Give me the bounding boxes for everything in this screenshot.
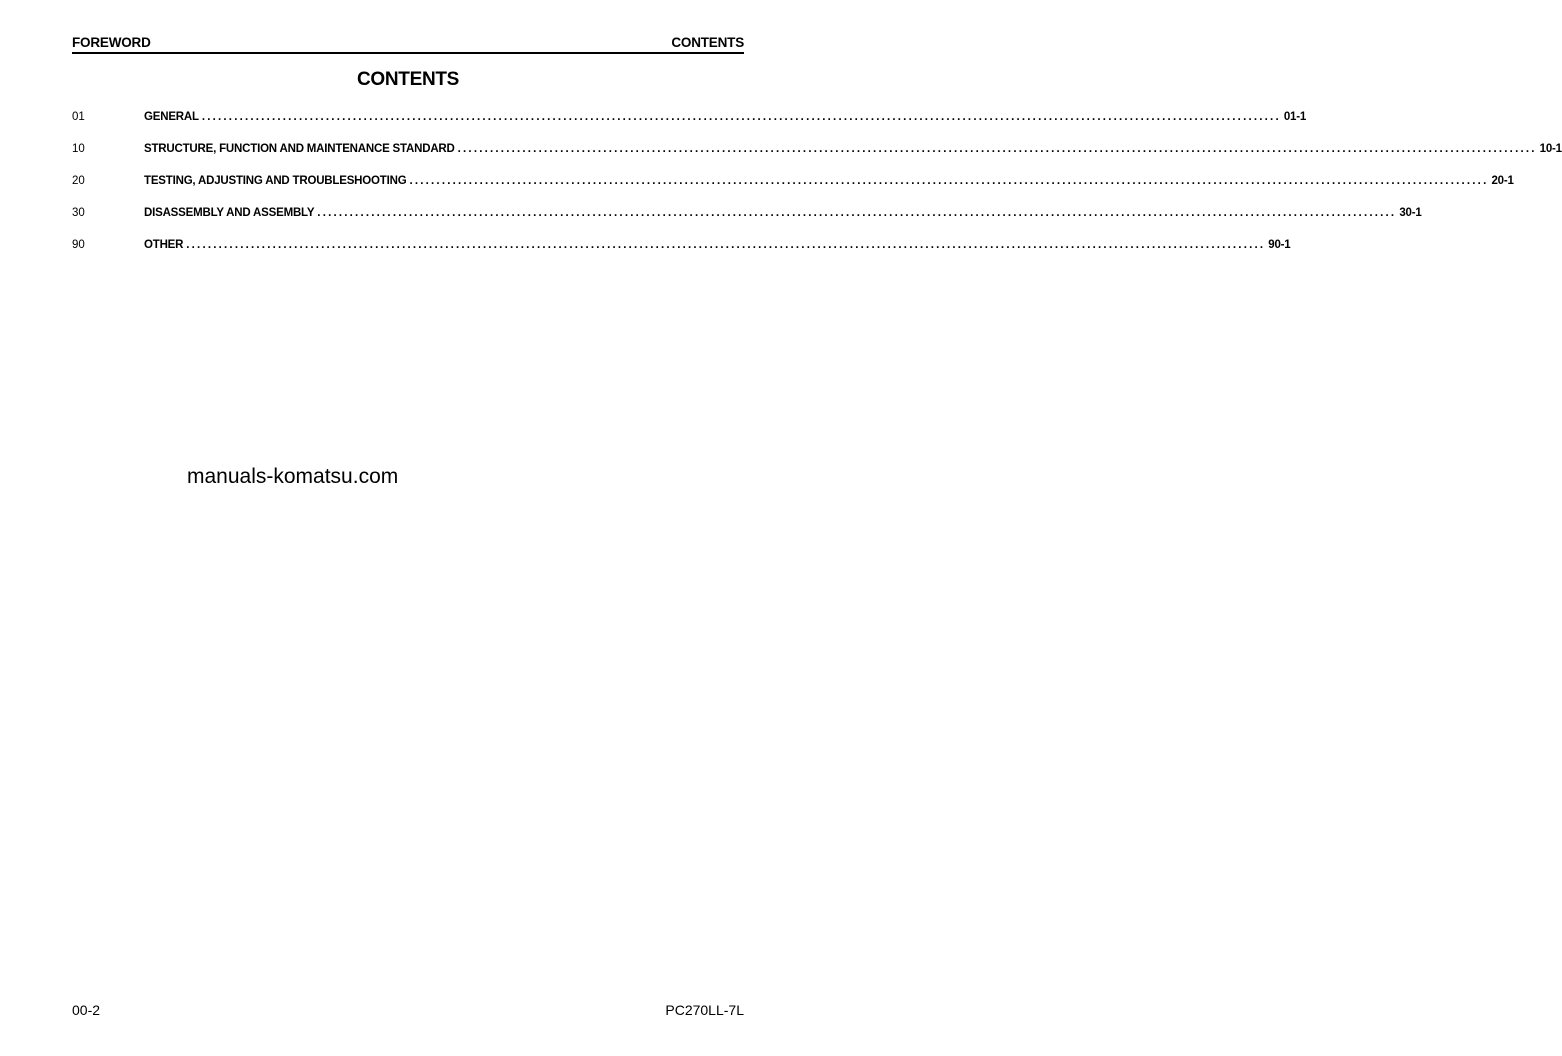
table-of-contents xyxy=(72,111,1562,271)
toc-entry-page: 01-1 xyxy=(1283,111,1307,123)
toc-entry[interactable] xyxy=(72,111,1307,143)
toc-entry[interactable] xyxy=(72,239,1291,271)
page-header xyxy=(72,35,744,54)
toc-entry-label: TESTING, ADJUSTING AND TROUBLESHOOTING xyxy=(144,175,407,187)
page-title: CONTENTS xyxy=(356,69,460,90)
header-section-title: FOREWORD xyxy=(72,35,151,50)
toc-dot-leader: ........................................................................................................................................................................................................ xyxy=(201,111,1281,123)
toc-entry[interactable] xyxy=(72,207,1422,239)
toc-entry-number: 01 xyxy=(72,111,85,123)
toc-entry-page: 90-1 xyxy=(1268,239,1291,251)
toc-entry-page: 30-1 xyxy=(1399,207,1422,219)
toc-dot-leader: ........................................................................................................................................................................................................ xyxy=(409,175,1489,187)
toc-entry[interactable] xyxy=(72,175,1514,207)
toc-entry-label: STRUCTURE, FUNCTION AND MAINTENANCE STANDARD xyxy=(144,143,455,155)
toc-entry-page: 10-1 xyxy=(1539,143,1562,155)
header-chapter-title: CONTENTS xyxy=(671,35,744,50)
toc-entry-label: DISASSEMBLY AND ASSEMBLY xyxy=(144,207,315,219)
toc-entry-number: 30 xyxy=(72,207,85,219)
toc-entry-number: 20 xyxy=(72,175,85,187)
toc-entry-number: 10 xyxy=(72,143,85,155)
footer-model-name: PC270LL-7L xyxy=(665,1002,744,1018)
toc-entry[interactable] xyxy=(72,143,1562,175)
footer-page-number: 00-2 xyxy=(72,1002,101,1018)
watermark-text: manuals-komatsu.com xyxy=(187,465,399,488)
toc-dot-leader: ........................................................................................................................................................................................................ xyxy=(186,239,1266,251)
toc-dot-leader: ........................................................................................................................................................................................................ xyxy=(317,207,1397,219)
toc-dot-leader: ........................................................................................................................................................................................................ xyxy=(457,143,1537,155)
toc-entry-number: 90 xyxy=(72,239,85,251)
toc-entry-page: 20-1 xyxy=(1491,175,1514,187)
toc-entry-label: OTHER xyxy=(144,239,184,251)
toc-entry-label: GENERAL xyxy=(144,111,199,123)
